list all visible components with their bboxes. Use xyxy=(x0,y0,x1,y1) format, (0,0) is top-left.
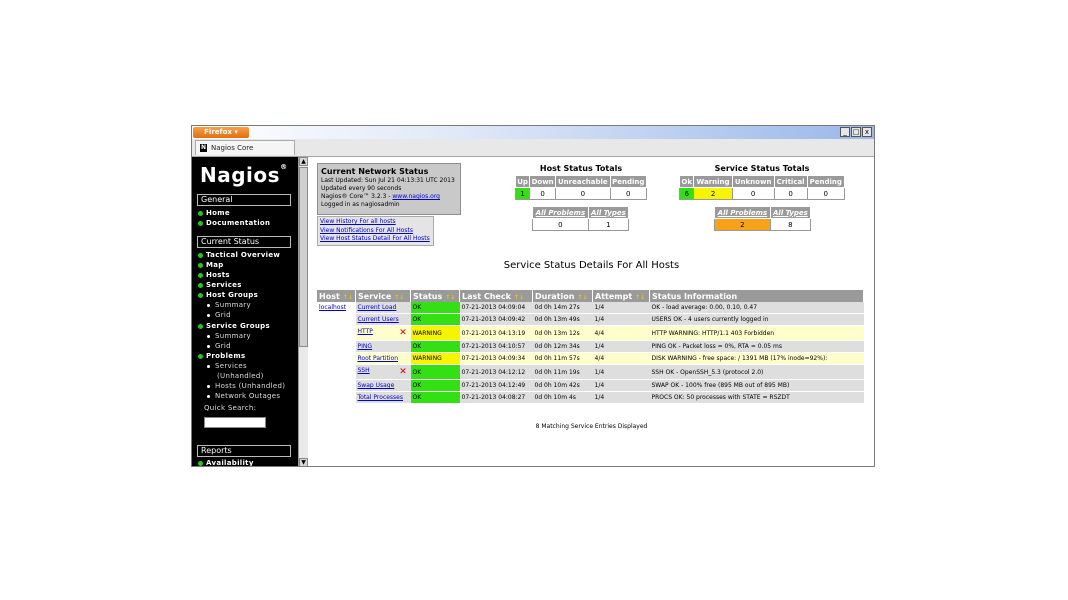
attempt-cell: 1/4 xyxy=(593,365,650,380)
nav-network-outages[interactable]: Network Outages xyxy=(207,392,280,400)
attempt-cell: 4/4 xyxy=(593,353,650,365)
sort-arrows-icon: ↑↓ xyxy=(577,293,588,301)
sort-arrows-icon: ↑↓ xyxy=(635,293,646,301)
host-down-header[interactable]: Down xyxy=(531,177,554,186)
last-check-cell: 07-21-2013 04:09:42 xyxy=(460,314,533,326)
nav-documentation[interactable]: Documentation xyxy=(198,219,270,227)
table-row xyxy=(317,341,864,353)
attempt-cell: 1/4 xyxy=(593,341,650,353)
host-pending-header[interactable]: Pending xyxy=(610,176,646,188)
host-all-types-count: 1 xyxy=(588,219,628,231)
host-problems-table xyxy=(532,206,629,231)
host-up-header[interactable]: Up xyxy=(517,177,528,186)
svc-unknown-count: 0 xyxy=(732,188,774,200)
status-info-cell: HTTP WARNING: HTTP/1.1 403 Forbidden xyxy=(650,326,864,341)
svc-warning-count: 2 xyxy=(694,188,732,200)
table-row xyxy=(317,353,864,365)
host-cell[interactable] xyxy=(317,392,356,404)
host-down-count: 0 xyxy=(530,188,556,200)
host-pending-count: 0 xyxy=(610,188,646,200)
sidebar-scrollbar[interactable] xyxy=(298,157,308,467)
host-unreachable-count: 0 xyxy=(556,188,610,200)
status-cell: OK xyxy=(411,365,460,380)
col-duration[interactable]: Duration ↑↓ xyxy=(533,290,593,302)
status-cell: OK xyxy=(411,314,460,326)
network-status-title: Current Network Status xyxy=(321,167,429,176)
service-link[interactable]: HTTP xyxy=(357,328,373,335)
table-row xyxy=(317,314,864,326)
table-row xyxy=(317,380,864,392)
svc-all-types-header[interactable]: All Types xyxy=(770,207,810,219)
svc-warning-header[interactable]: Warning xyxy=(694,176,732,188)
nav-services[interactable]: Services xyxy=(198,281,242,289)
svc-pending-header[interactable]: Pending xyxy=(807,176,844,188)
service-cell[interactable] xyxy=(356,341,411,353)
matching-entries-footer: 8 Matching Service Entries Displayed xyxy=(535,423,648,430)
host-cell[interactable] xyxy=(317,341,356,353)
attempt-cell: 1/4 xyxy=(593,380,650,392)
last-check-cell: 07-21-2013 04:12:12 xyxy=(460,365,533,380)
sort-arrows-icon: ↑↓ xyxy=(394,293,405,301)
flapping-icon[interactable]: ✕ xyxy=(399,367,407,377)
service-cell[interactable] xyxy=(356,353,411,365)
service-cell[interactable] xyxy=(356,302,411,314)
tab-title: Nagios Core xyxy=(211,144,254,152)
quick-search-input[interactable] xyxy=(204,417,266,428)
host-link[interactable]: localhost xyxy=(319,304,346,311)
host-totals-title: Host Status Totals xyxy=(539,164,623,173)
svc-ok-header[interactable]: Ok xyxy=(681,177,693,186)
view-host-status-link[interactable]: View Host Status Detail For All Hosts xyxy=(320,235,430,242)
service-link[interactable]: Current Users xyxy=(357,316,399,323)
attempt-cell: 1/4 xyxy=(593,314,650,326)
nav-hosts[interactable]: Hosts xyxy=(198,271,230,279)
service-totals-table xyxy=(679,175,845,200)
status-cell: OK xyxy=(411,380,460,392)
table-row xyxy=(317,302,864,314)
nav-problems-services[interactable]: Services xyxy=(207,362,247,370)
svc-ok-count: 6 xyxy=(680,188,694,200)
green-bullet-icon xyxy=(198,293,203,298)
sort-arrows-icon: ↑↓ xyxy=(342,293,353,301)
nav-service-groups[interactable]: Service Groups xyxy=(198,322,270,330)
service-cell[interactable] xyxy=(356,326,411,341)
host-cell[interactable] xyxy=(317,353,356,365)
last-check-cell: 07-21-2013 04:09:04 xyxy=(460,302,533,314)
svc-critical-count: 0 xyxy=(774,188,807,200)
last-check-cell: 07-21-2013 04:09:34 xyxy=(460,353,533,365)
tab-strip xyxy=(192,139,874,157)
last-check-cell: 07-21-2013 04:12:49 xyxy=(460,380,533,392)
col-status[interactable]: Status ↑↓ xyxy=(411,290,460,302)
green-bullet-icon xyxy=(198,263,203,268)
attempt-cell: 4/4 xyxy=(593,326,650,341)
service-link[interactable]: Root Partition xyxy=(357,355,399,362)
nagios-logo[interactable]: Nagios® xyxy=(200,163,288,187)
browser-tab[interactable] xyxy=(195,140,295,155)
scroll-thumb[interactable] xyxy=(299,167,308,347)
host-up-count: 1 xyxy=(516,188,530,200)
host-unreachable-header[interactable]: Unreachable xyxy=(556,176,610,188)
svc-all-problems-count: 2 xyxy=(715,219,771,231)
nagios-org-link[interactable]: www.nagios.org xyxy=(392,193,440,200)
service-problems-table xyxy=(714,206,811,231)
view-history-link[interactable]: View History For all hosts xyxy=(320,218,396,225)
host-cell[interactable] xyxy=(317,365,356,380)
svc-all-problems-header[interactable]: All Problems xyxy=(715,207,771,219)
service-totals-title: Service Status Totals xyxy=(714,164,810,173)
nav-home[interactable]: Home xyxy=(198,209,230,217)
green-bullet-icon xyxy=(198,273,203,278)
green-bullet-icon xyxy=(198,324,203,329)
scroll-up-icon[interactable]: ▲ xyxy=(299,157,308,166)
status-info-cell: SSH OK - OpenSSH_5.3 (protocol 2.0) xyxy=(650,365,864,380)
duration-cell: 0d 0h 14m 27s xyxy=(533,302,593,314)
table-row xyxy=(317,326,864,341)
service-link[interactable]: Total Processes xyxy=(357,394,403,401)
service-cell[interactable] xyxy=(356,380,411,392)
network-status-box xyxy=(317,163,461,215)
col-host[interactable]: Host ↑↓ xyxy=(317,290,356,302)
nav-problems-hosts-unhandled[interactable]: Hosts (Unhandled) xyxy=(207,382,285,390)
table-row xyxy=(317,365,864,380)
nav-service-groups-grid[interactable]: Grid xyxy=(207,342,231,350)
table-row xyxy=(317,392,864,404)
service-cell[interactable] xyxy=(356,365,411,380)
host-cell[interactable] xyxy=(317,314,356,326)
duration-cell: 0d 0h 10m 42s xyxy=(533,380,593,392)
col-status-information: Status Information xyxy=(650,290,864,302)
last-check-cell: 07-21-2013 04:08:27 xyxy=(460,392,533,404)
last-updated: Last Updated: Sun Jul 21 04:13:31 UTC 2013 xyxy=(321,177,455,184)
service-status-table xyxy=(317,290,864,404)
firefox-menu-button[interactable]: Firefox ▾ xyxy=(193,127,249,138)
status-info-cell: OK - load average: 0.00, 0.10, 0.47 xyxy=(650,302,864,314)
svc-all-types-count: 8 xyxy=(770,219,810,231)
main-content xyxy=(309,157,874,467)
host-all-types-header[interactable]: All Types xyxy=(588,207,628,219)
service-link[interactable]: Current Load xyxy=(357,304,397,311)
attempt-cell: 1/4 xyxy=(593,392,650,404)
section-current-status: Current Status xyxy=(197,236,291,248)
status-cell: OK xyxy=(411,392,460,404)
duration-cell: 0d 0h 13m 12s xyxy=(533,326,593,341)
host-all-problems-header[interactable]: All Problems xyxy=(533,207,589,219)
nav-host-groups[interactable]: Host Groups xyxy=(198,291,258,299)
green-bullet-icon xyxy=(198,461,203,466)
col-attempt[interactable]: Attempt ↑↓ xyxy=(593,290,650,302)
host-cell[interactable] xyxy=(317,302,356,314)
flapping-icon[interactable]: ✕ xyxy=(399,328,407,338)
service-link[interactable]: PING xyxy=(357,343,373,350)
status-info-cell: PING OK - Packet loss = 0%, RTA = 0.05 ms xyxy=(650,341,864,353)
svc-pending-count: 0 xyxy=(807,188,844,200)
status-cell: WARNING xyxy=(411,326,460,341)
status-cell: WARNING xyxy=(411,353,460,365)
nagios-favicon-icon: N xyxy=(200,144,207,151)
view-notifications-link[interactable]: View Notifications For All Hosts xyxy=(320,226,414,234)
duration-cell: 0d 0h 11m 19s xyxy=(533,365,593,380)
status-info-cell: PROCS OK: 50 processes with STATE = RSZDT xyxy=(650,392,864,404)
nav-map[interactable]: Map xyxy=(198,261,224,269)
update-interval: Updated every 90 seconds xyxy=(321,185,402,192)
duration-cell: 0d 0h 13m 49s xyxy=(533,314,593,326)
close-button[interactable]: x xyxy=(862,127,872,137)
host-all-problems-count: 0 xyxy=(533,219,589,231)
section-reports: Reports xyxy=(197,445,291,457)
duration-cell: 0d 0h 11m 57s xyxy=(533,353,593,365)
browser-window xyxy=(191,125,875,467)
login-line: Logged in as nagiosadmin xyxy=(321,201,400,208)
nav-availability[interactable]: Availability xyxy=(198,459,254,467)
nav-service-groups-summary[interactable]: Summary xyxy=(207,332,251,340)
svc-unknown-header[interactable]: Unknown xyxy=(732,176,774,188)
service-details-title: Service Status Details For All Hosts xyxy=(503,260,680,271)
duration-cell: 0d 0h 12m 34s xyxy=(533,341,593,353)
status-info-cell: SWAP OK - 100% free (895 MB out of 895 MB) xyxy=(650,380,864,392)
sort-arrows-icon: ↑↓ xyxy=(513,293,524,301)
window-controls xyxy=(840,127,872,137)
version-line: Nagios® Core™ 3.2.3 - www.nagios.org xyxy=(321,193,440,200)
scroll-down-icon[interactable]: ▼ xyxy=(299,458,308,467)
service-cell[interactable] xyxy=(356,314,411,326)
col-service[interactable]: Service ↑↓ xyxy=(356,290,411,302)
service-cell[interactable] xyxy=(356,392,411,404)
section-general: General xyxy=(197,194,291,206)
status-cell: OK xyxy=(411,302,460,314)
sidebar xyxy=(192,157,298,467)
last-check-cell: 07-21-2013 04:13:19 xyxy=(460,326,533,341)
nav-host-groups-grid[interactable]: Grid xyxy=(207,311,231,319)
nav-problems[interactable]: Problems xyxy=(198,352,245,360)
host-totals-table xyxy=(515,175,647,200)
green-bullet-icon xyxy=(198,211,203,216)
green-bullet-icon xyxy=(198,221,203,226)
last-check-cell: 07-21-2013 04:10:57 xyxy=(460,341,533,353)
maximize-button[interactable]: □ xyxy=(852,128,860,136)
status-info-cell: DISK WARNING - free space: / 1391 MB (17% inode=92%): xyxy=(650,353,864,365)
host-cell[interactable] xyxy=(317,380,356,392)
svc-critical-header[interactable]: Critical xyxy=(774,176,807,188)
nav-tactical-overview[interactable]: Tactical Overview xyxy=(198,251,280,259)
duration-cell: 0d 0h 10m 4s xyxy=(533,392,593,404)
green-bullet-icon xyxy=(198,253,203,258)
host-cell[interactable] xyxy=(317,326,356,341)
status-info-cell: USERS OK - 4 users currently logged in xyxy=(650,314,864,326)
service-link[interactable]: SSH xyxy=(357,367,370,374)
green-bullet-icon xyxy=(198,354,203,359)
service-link[interactable]: Swap Usage xyxy=(357,382,395,389)
title-bar xyxy=(192,126,874,139)
nav-problems-services-unhandled[interactable]: (Unhandled) xyxy=(217,372,264,380)
attempt-cell: 1/4 xyxy=(593,302,650,314)
minimize-button[interactable]: _ xyxy=(840,127,850,137)
nav-host-groups-summary[interactable]: Summary xyxy=(207,301,251,309)
view-links-box xyxy=(317,216,434,246)
status-cell: OK xyxy=(411,341,460,353)
col-last-check[interactable]: Last Check ↑↓ xyxy=(460,290,533,302)
green-bullet-icon xyxy=(198,283,203,288)
sort-arrows-icon: ↑↓ xyxy=(445,293,456,301)
quick-search-label: Quick Search: xyxy=(204,404,257,412)
